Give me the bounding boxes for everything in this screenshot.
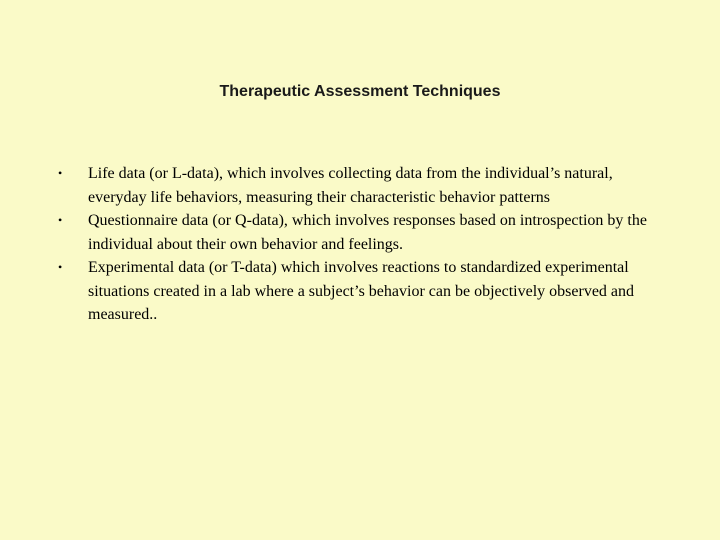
slide-title: Therapeutic Assessment Techniques [219, 83, 501, 100]
bullet-item-experimental-data [58, 256, 658, 327]
bullet-item-questionnaire-data [58, 209, 658, 256]
bullet-list [58, 162, 658, 327]
bullet-text: Experimental data (or T-data) which involves reactions to standardized experimental situations created in a lab where a subject’s behavior can be objectively observed and measured.. [88, 259, 635, 323]
bullet-item-life-data [58, 162, 658, 209]
bullet-text: Questionnaire data (or Q-data), which involves responses based on introspection by the individual about their own behavior and feelings. [88, 212, 647, 253]
bullet-text: Life data (or L-data), which involves collecting data from the individual’s natural, everyday life behaviors, measuring their characteristic behavior patterns [88, 165, 613, 206]
bullet-icon: • [58, 213, 63, 227]
bullet-icon: • [58, 166, 63, 180]
bullet-icon: • [58, 260, 63, 274]
